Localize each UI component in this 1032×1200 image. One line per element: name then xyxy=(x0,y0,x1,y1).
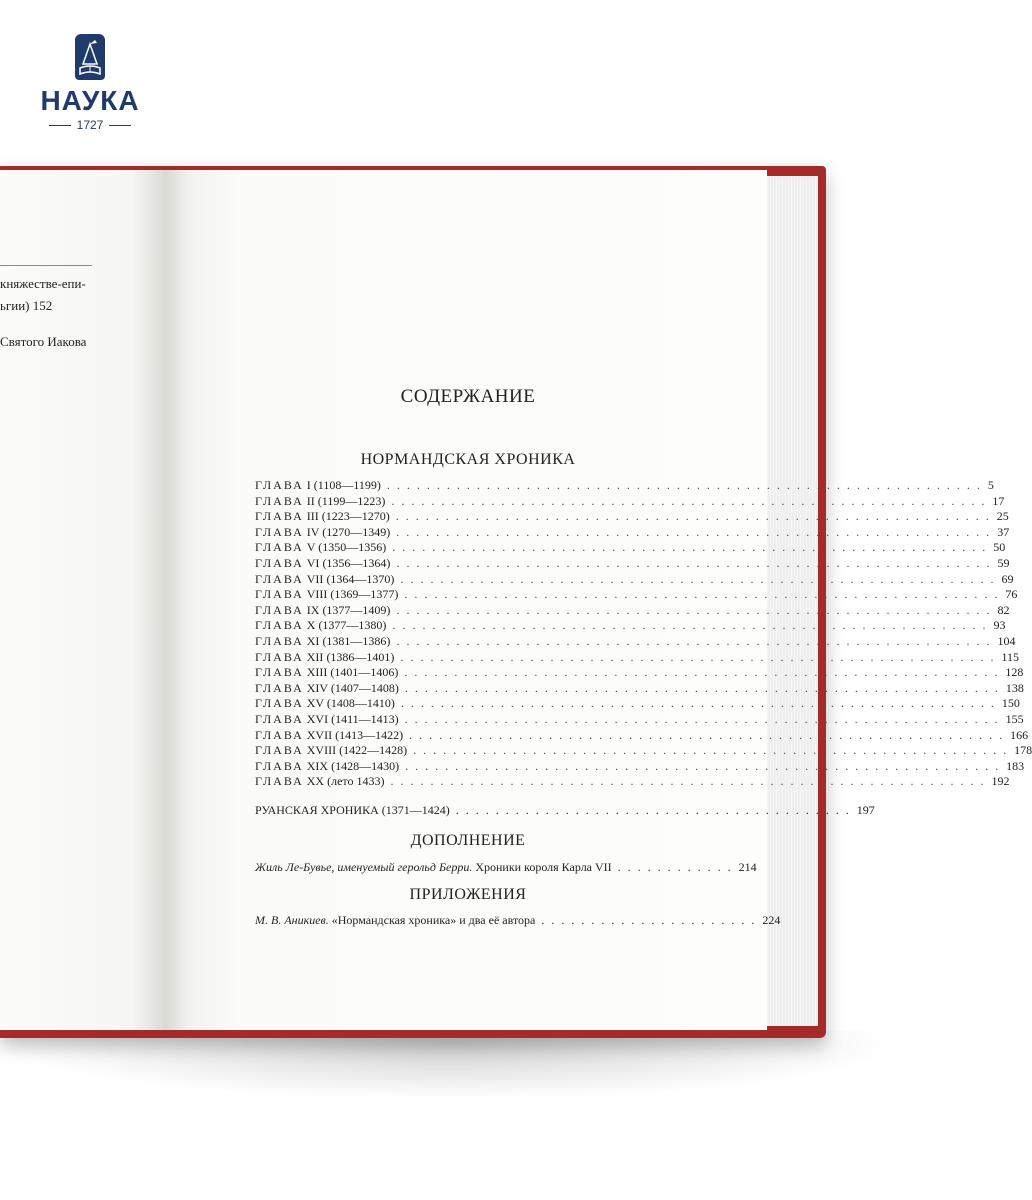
chapter-page: 76 xyxy=(1005,587,1018,602)
chapter-row: ГЛАВА XX (лето 1433) . . . . . . . . . . . . . . . . . . . . . . . . . . . . . . . . . . . . . . . . . . . . . . . . . . . . . . . . . . . . 192 xyxy=(255,774,1010,789)
chapter-label: ГЛАВА XVIII (1422—1428) xyxy=(255,743,408,758)
contents-title: СОДЕРЖАНИЕ xyxy=(400,386,536,407)
chapter-row: ГЛАВА X (1377—1380) . . . . . . . . . . . . . . . . . . . . . . . . . . . . . . . . . . . . . . . . . . . . . . . . . . . . . . . . . . . . 93 xyxy=(255,618,1006,633)
chapter-page: 59 xyxy=(997,555,1010,570)
chapter-page: 5 xyxy=(987,478,994,492)
publisher-name: НАУКА xyxy=(40,85,140,116)
chapter-page: 93 xyxy=(993,618,1006,633)
chapter-label: ГЛАВА XIV (1407—1408) xyxy=(255,680,399,695)
entry-title: «Нормандская хроника» и два её автора xyxy=(331,913,536,927)
chapter-label: ГЛАВА I (1108—1199) xyxy=(255,478,381,492)
chapter-label: ГЛАВА IX (1377—1409) xyxy=(255,602,391,617)
chapter-page: 128 xyxy=(1005,665,1024,680)
chapter-page: 50 xyxy=(993,540,1006,555)
chapter-label: ГЛАВА IV (1270—1349) xyxy=(255,524,391,539)
chapter-page: 69 xyxy=(1001,571,1014,586)
chapter-row: ГЛАВА VI (1356—1364) . . . . . . . . . . . . . . . . . . . . . . . . . . . . . . . . . . . . . . . . . . . . . . . . . . . . . . . . . . . . 59 xyxy=(255,555,1010,570)
left-page-line: Святого Иакова xyxy=(0,334,87,349)
section-heading-normandy: НОРМАНДСКАЯ ХРОНИКА xyxy=(360,451,576,468)
chapter-row: ГЛАВА V (1350—1356) . . . . . . . . . . . . . . . . . . . . . . . . . . . . . . . . . . . . . . . . . . . . . . . . . . . . . . . . . . . . 50 xyxy=(255,540,1006,555)
chapter-page: 183 xyxy=(1006,758,1025,773)
chapter-row: ГЛАВА XIV (1407—1408) . . . . . . . . . . . . . . . . . . . . . . . . . . . . . . . . . . . . . . . . . . . . . . . . . . . . . . . . . . . . 138 xyxy=(255,680,1024,695)
chapter-page: 166 xyxy=(1010,727,1029,742)
entry-author: М. В. Аникиев. xyxy=(255,913,329,927)
chapter-page: 82 xyxy=(997,602,1010,617)
chapter-page: 115 xyxy=(1001,649,1019,664)
chapter-row: ГЛАВА XV (1408—1410) . . . . . . . . . . . . . . . . . . . . . . . . . . . . . . . . . . . . . . . . . . . . . . . . . . . . . . . . . . . . 150 xyxy=(255,696,1020,711)
publisher-year: 1727 xyxy=(40,118,140,132)
chapter-label: ГЛАВА XX (лето 1433) xyxy=(255,774,385,789)
chapter-label: ГЛАВА XII (1386—1401) xyxy=(255,649,395,664)
chapter-label: ГЛАВА VIII (1369—1377) xyxy=(255,587,399,602)
chapter-row: ГЛАВА III (1223—1270) . . . . . . . . . . . . . . . . . . . . . . . . . . . . . . . . . . . . . . . . . . . . . . . . . . . . . . . . . . . . 25 xyxy=(255,509,1009,524)
left-page-line: княжестве-епи- xyxy=(0,276,86,291)
chapter-label: ГЛАВА XI (1381—1386) xyxy=(255,633,391,648)
chapter-row: ГЛАВА IV (1270—1349) . . . . . . . . . . . . . . . . . . . . . . . . . . . . . . . . . . . . . . . . . . . . . . . . . . . . . . . . . . . . 37 xyxy=(255,524,1010,539)
chapter-label: ГЛАВА XIII (1401—1406) xyxy=(255,665,399,680)
chapter-page: 178 xyxy=(1014,743,1032,758)
chapter-page: 104 xyxy=(997,633,1016,648)
toc-entry-supplement: Жиль Ле-Бувье, именуемый герольд Берри. Хроники короля Карла VII . . . . . . . . . . . . 214 xyxy=(255,860,757,874)
book-sail-icon xyxy=(75,34,105,80)
chapter-row: ГЛАВА IX (1377—1409) . . . . . . . . . . . . . . . . . . . . . . . . . . . . . . . . . . . . . . . . . . . . . . . . . . . . . . . . . . . . 82 xyxy=(255,602,1010,617)
chapter-label: ГЛАВА XV (1408—1410) xyxy=(255,696,395,711)
chapter-row: ГЛАВА XVIII (1422—1428) . . . . . . . . . . . . . . . . . . . . . . . . . . . . . . . . . . . . . . . . . . . . . . . . . . . . . . . . . . . . 178 xyxy=(255,743,1032,758)
chapter-page: 155 xyxy=(1005,711,1024,726)
chapter-label: ГЛАВА VII (1364—1370) xyxy=(255,571,395,586)
publisher-logo xyxy=(40,34,140,132)
chapter-list xyxy=(255,478,1032,790)
chapter-label: ГЛАВА XVI (1411—1413) xyxy=(255,711,399,726)
chapter-label: ГЛАВА II (1199—1223) xyxy=(255,493,386,508)
toc-entry-appendix: М. В. Аникиев. «Нормандская хроника» и два её автора . . . . . . . . . . . . . . . . . . . . . . 224 xyxy=(255,913,781,927)
section-heading-appendix: ПРИЛОЖЕНИЯ xyxy=(409,886,527,903)
entry-page: 197 xyxy=(856,803,875,817)
entry-title: РУАНСКАЯ ХРОНИКА (1371—1424) xyxy=(255,803,450,817)
chapter-row: ГЛАВА XIII (1401—1406) . . . . . . . . . . . . . . . . . . . . . . . . . . . . . . . . . . . . . . . . . . . . . . . . . . . . . . . . . . . . 128 xyxy=(255,665,1024,680)
chapter-page: 138 xyxy=(1005,680,1024,695)
chapter-label: ГЛАВА III (1223—1270) xyxy=(255,509,390,524)
chapter-page: 37 xyxy=(997,524,1010,539)
chapter-row: ГЛАВА XI (1381—1386) . . . . . . . . . . . . . . . . . . . . . . . . . . . . . . . . . . . . . . . . . . . . . . . . . . . . . . . . . . . . 104 xyxy=(255,633,1016,648)
chapter-row: ГЛАВА VII (1364—1370) . . . . . . . . . . . . . . . . . . . . . . . . . . . . . . . . . . . . . . . . . . . . . . . . . . . . . . . . . . . . 69 xyxy=(255,571,1014,586)
chapter-page: 192 xyxy=(991,774,1010,789)
chapter-label: ГЛАВА XVII (1413—1422) xyxy=(255,727,404,742)
chapter-row: ГЛАВА XVII (1413—1422) . . . . . . . . . . . . . . . . . . . . . . . . . . . . . . . . . . . . . . . . . . . . . . . . . . . . . . . . . . . . 166 xyxy=(255,727,1029,742)
chapter-page: 25 xyxy=(996,509,1009,524)
section-heading-supplement: ДОПОЛНЕНИЕ xyxy=(410,832,526,849)
chapter-page: 150 xyxy=(1001,696,1020,711)
chapter-row: ГЛАВА XII (1386—1401) . . . . . . . . . . . . . . . . . . . . . . . . . . . . . . . . . . . . . . . . . . . . . . . . . . . . . . . . . . . . 115 xyxy=(255,649,1019,664)
chapter-row: ГЛАВА II (1199—1223) . . . . . . . . . . . . . . . . . . . . . . . . . . . . . . . . . . . . . . . . . . . . . . . . . . . . . . . . . . . . 17 xyxy=(255,493,1005,508)
chapter-label: ГЛАВА VI (1356—1364) xyxy=(255,555,391,570)
entry-page: 224 xyxy=(762,913,781,927)
chapter-row: ГЛАВА XVI (1411—1413) . . . . . . . . . . . . . . . . . . . . . . . . . . . . . . . . . . . . . . . . . . . . . . . . . . . . . . . . . . . . 155 xyxy=(255,711,1024,726)
chapter-label: ГЛАВА XIX (1428—1430) xyxy=(255,758,400,773)
entry-title: Хроники короля Карла VII xyxy=(475,860,612,874)
chapter-label: ГЛАВА X (1377—1380) xyxy=(255,618,387,633)
entry-author: Жиль Ле-Бувье, именуемый герольд Берри. xyxy=(255,860,473,874)
chapter-label: ГЛАВА V (1350—1356) xyxy=(255,540,387,555)
chapter-row: ГЛАВА I (1108—1199) . . . . . . . . . . . . . . . . . . . . . . . . . . . . . . . . . . . . . . . . . . . . . . . . . . . . . . . . . . . . 5 xyxy=(255,478,994,492)
chapter-page: 17 xyxy=(992,493,1005,508)
left-page-line: ьгии) 152 xyxy=(0,298,53,313)
left-page-rule xyxy=(0,265,92,266)
chapter-row: ГЛАВА VIII (1369—1377) . . . . . . . . . . . . . . . . . . . . . . . . . . . . . . . . . . . . . . . . . . . . . . . . . . . . . . . . . . . . 76 xyxy=(255,587,1018,602)
chapter-row: ГЛАВА XIX (1428—1430) . . . . . . . . . . . . . . . . . . . . . . . . . . . . . . . . . . . . . . . . . . . . . . . . . . . . . . . . . . . . 183 xyxy=(255,758,1025,773)
book-shadow xyxy=(0,1030,900,1100)
toc-entry-rouen: РУАНСКАЯ ХРОНИКА (1371—1424) . . . . . . . . . . . . . . . . . . . . . . . . . . . . . . . . . . . . . . . . 197 xyxy=(255,803,875,817)
entry-page: 214 xyxy=(738,860,757,874)
